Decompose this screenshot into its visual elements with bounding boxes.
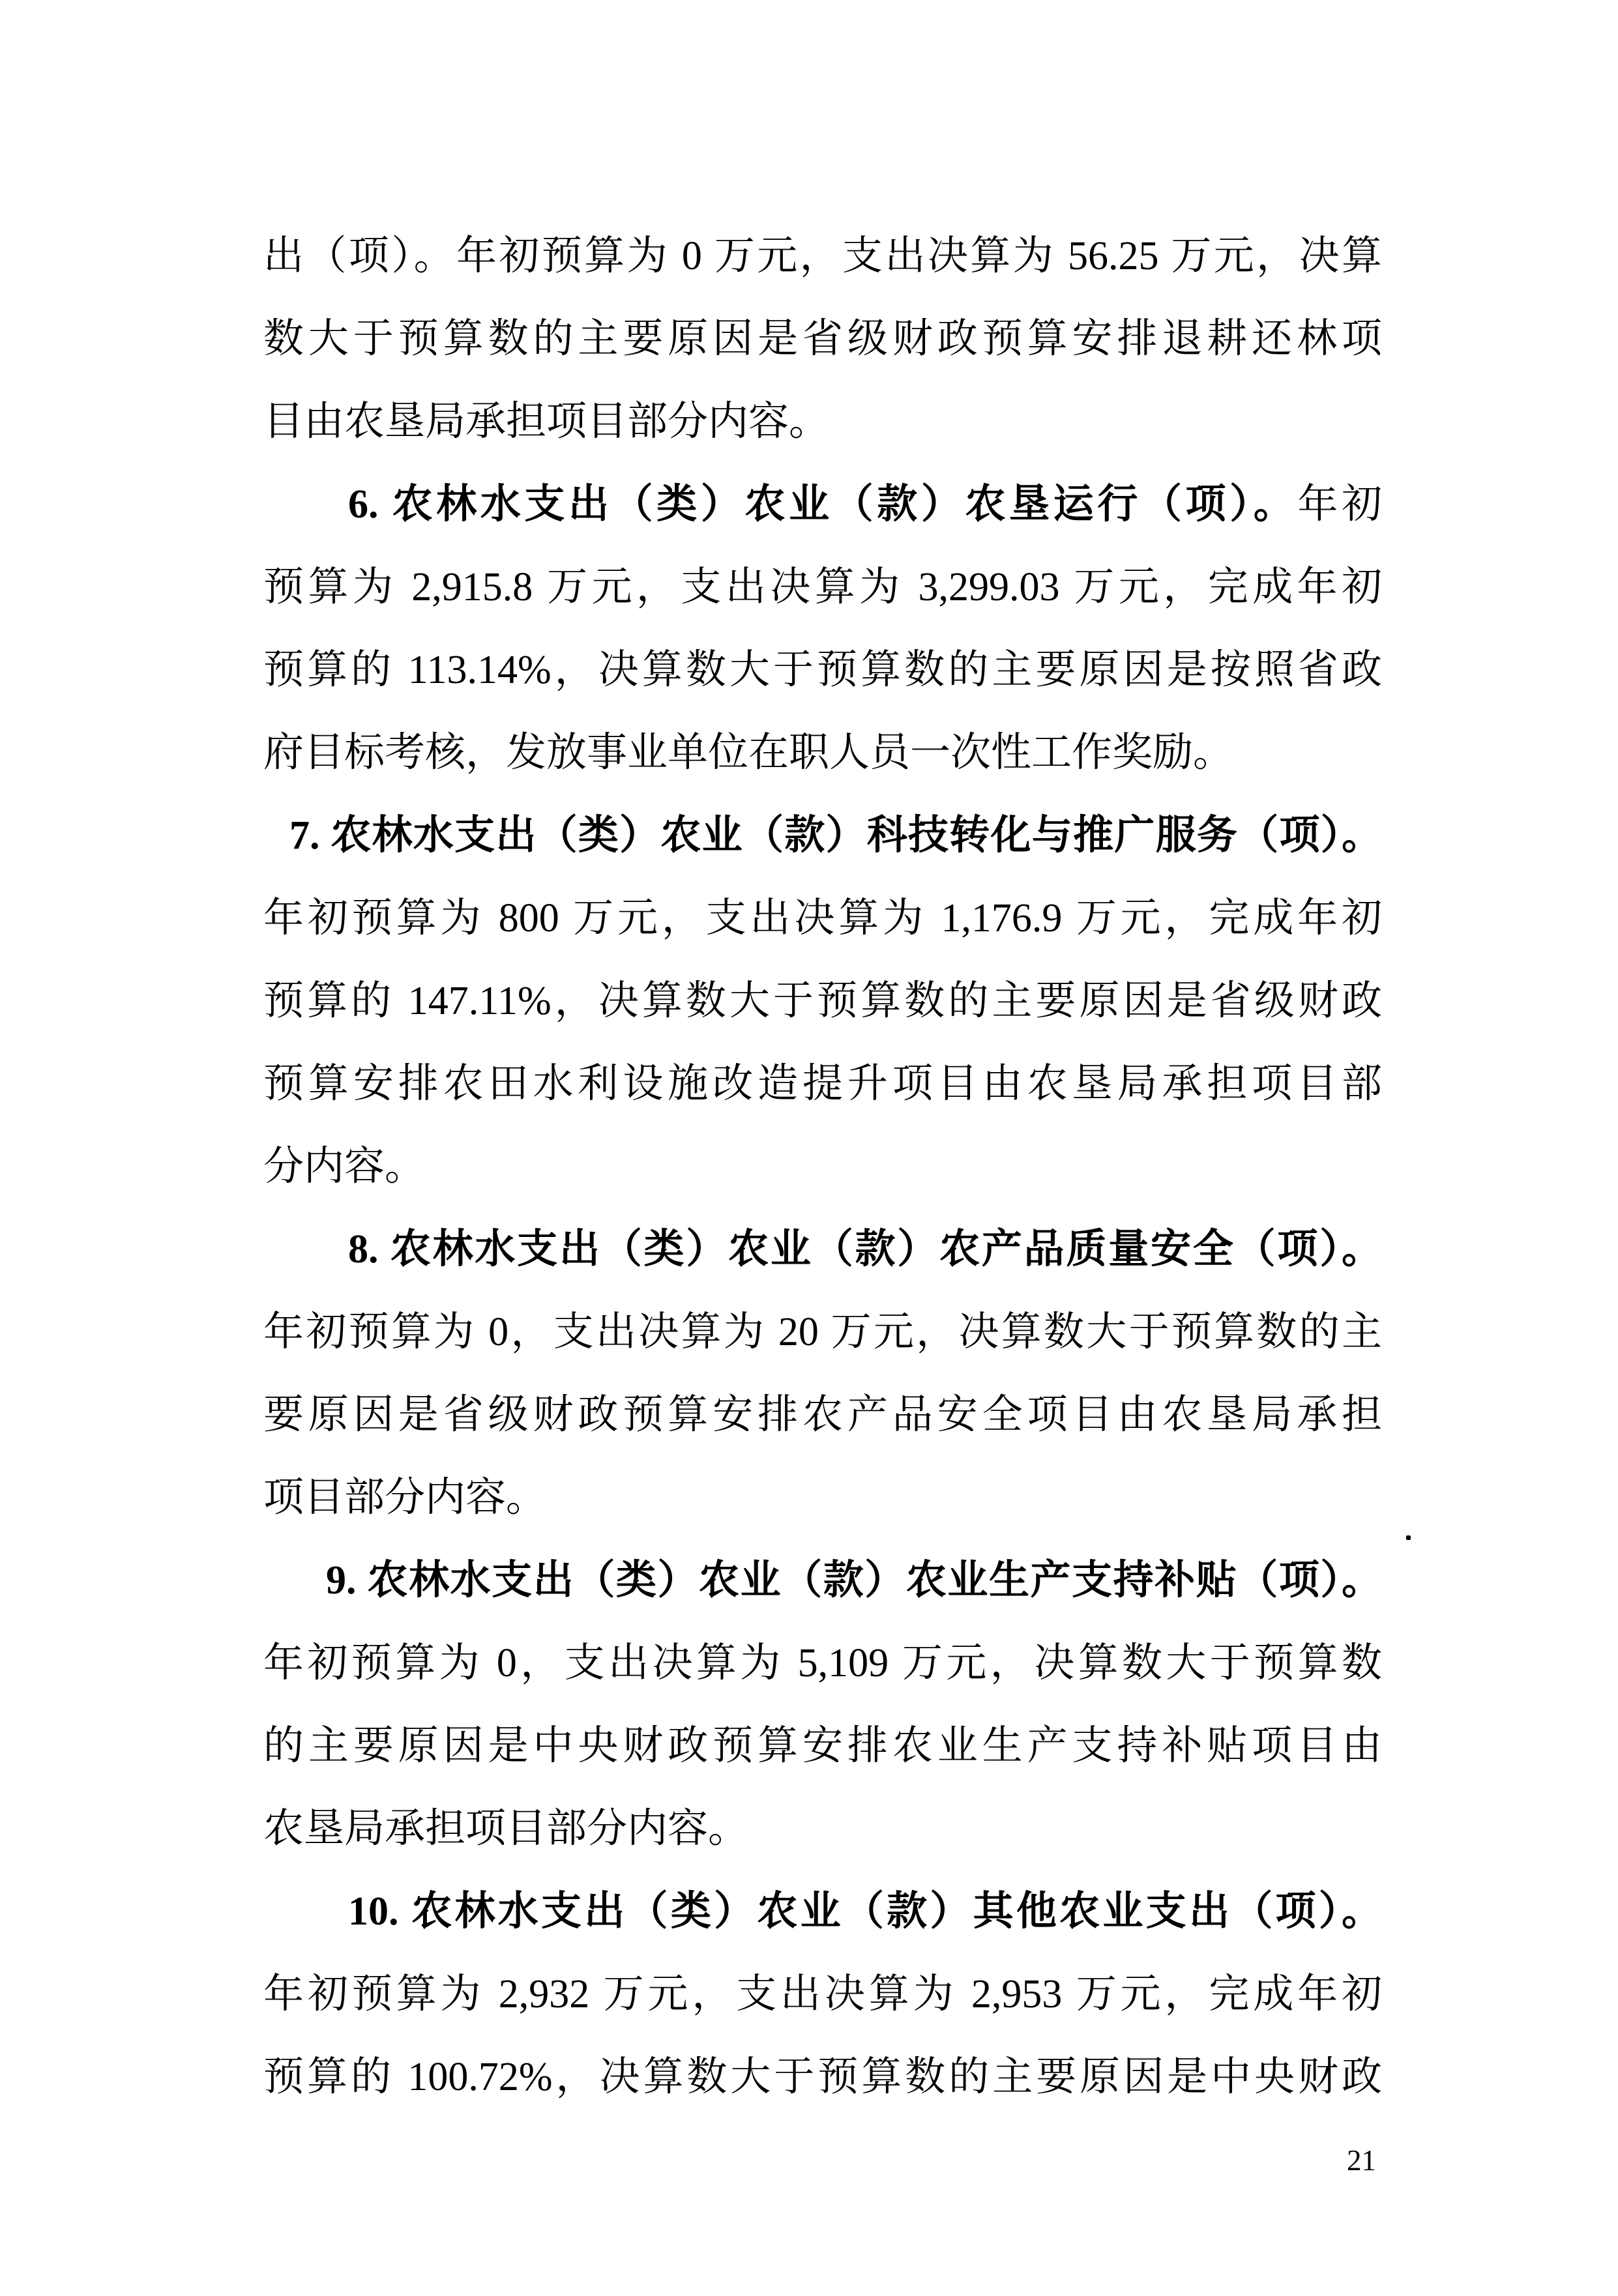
text-line — [263, 1374, 1382, 1457]
body-text: 年初预算为 2,932 万元，支出决算为 2,953 万元，完成年初 — [263, 1972, 1382, 2016]
text-line — [263, 1126, 1382, 1208]
heading-text: 6. 农林水支出（类）农业（款）农垦运行（项）。 — [348, 482, 1298, 527]
heading-text: 10. 农林水支出（类）农业（款）其他农业支出（项）。 — [348, 1889, 1382, 1934]
body-text: 的主要原因是中央财政预算安排农业生产支持补贴项目由 — [263, 1724, 1382, 1768]
text-line — [263, 1291, 1382, 1374]
text-line — [263, 215, 1382, 298]
body-text: 年初预算为 0，支出决算为 5,109 万元，决算数大于预算数 — [263, 1641, 1382, 1685]
text-line — [263, 546, 1382, 629]
text-line — [263, 794, 1382, 877]
text-line — [263, 960, 1382, 1043]
text-line — [263, 381, 1382, 463]
page-number: 21 — [1347, 2144, 1376, 2177]
body-text: 预算的 147.11%，决算数大于预算数的主要原因是省级财政 — [263, 979, 1382, 1023]
heading-text: 7. 农林水支出（类）农业（款）科技转化与推广服务（项）。 — [289, 813, 1382, 858]
text-line — [263, 877, 1382, 960]
text-line — [263, 2036, 1382, 2119]
scan-speck — [1406, 1535, 1411, 1540]
body-text: 分内容。 — [263, 1144, 426, 1189]
text-line — [263, 629, 1382, 712]
text-line — [263, 1457, 1382, 1539]
text-line — [263, 1705, 1382, 1788]
body-text: 农垦局承担项目部分内容。 — [263, 1807, 749, 1851]
text-line — [263, 1539, 1382, 1622]
text-line — [263, 712, 1382, 794]
body-text: 年初预算为 800 万元，支出决算为 1,176.9 万元，完成年初 — [263, 896, 1382, 940]
text-line — [263, 1788, 1382, 1870]
text-line — [263, 1953, 1382, 2036]
text-line — [263, 1622, 1382, 1705]
text-line — [263, 1043, 1382, 1126]
body-text: 年初预算为 0，支出决算为 20 万元，决算数大于预算数的主 — [263, 1310, 1382, 1354]
heading-text: 8. 农林水支出（类）农业（款）农产品质量安全（项）。 — [348, 1227, 1382, 1272]
body-text: 府目标考核，发放事业单位在职人员一次性工作奖励。 — [263, 731, 1234, 775]
body-text: 年初 — [1297, 482, 1382, 527]
body-text: 出（项）。年初预算为 0 万元，支出决算为 56.25 万元，决算 — [263, 234, 1382, 278]
body-text: 目由农垦局承担项目部分内容。 — [263, 400, 830, 444]
text-line — [263, 1870, 1382, 1953]
body-text: 预算的 113.14%，决算数大于预算数的主要原因是按照省政 — [263, 648, 1382, 692]
body-text: 预算为 2,915.8 万元，支出决算为 3,299.03 万元，完成年初 — [263, 565, 1382, 609]
body-text: 项目部分内容。 — [263, 1475, 547, 1520]
text-line — [263, 298, 1382, 381]
body-text: 预算安排农田水利设施改造提升项目由农垦局承担项目部 — [263, 1062, 1382, 1106]
text-block — [263, 215, 1382, 2119]
text-line — [263, 463, 1382, 546]
body-text: 预算的 100.72%，决算数大于预算数的主要原因是中央财政 — [263, 2055, 1382, 2099]
body-text: 要原因是省级财政预算安排农产品安全项目由农垦局承担 — [263, 1393, 1382, 1437]
text-line — [263, 1208, 1382, 1291]
heading-text: 9. 农林水支出（类）农业（款）农业生产支持补贴（项）。 — [326, 1558, 1382, 1603]
body-text: 数大于预算数的主要原因是省级财政预算安排退耕还林项 — [263, 317, 1382, 361]
